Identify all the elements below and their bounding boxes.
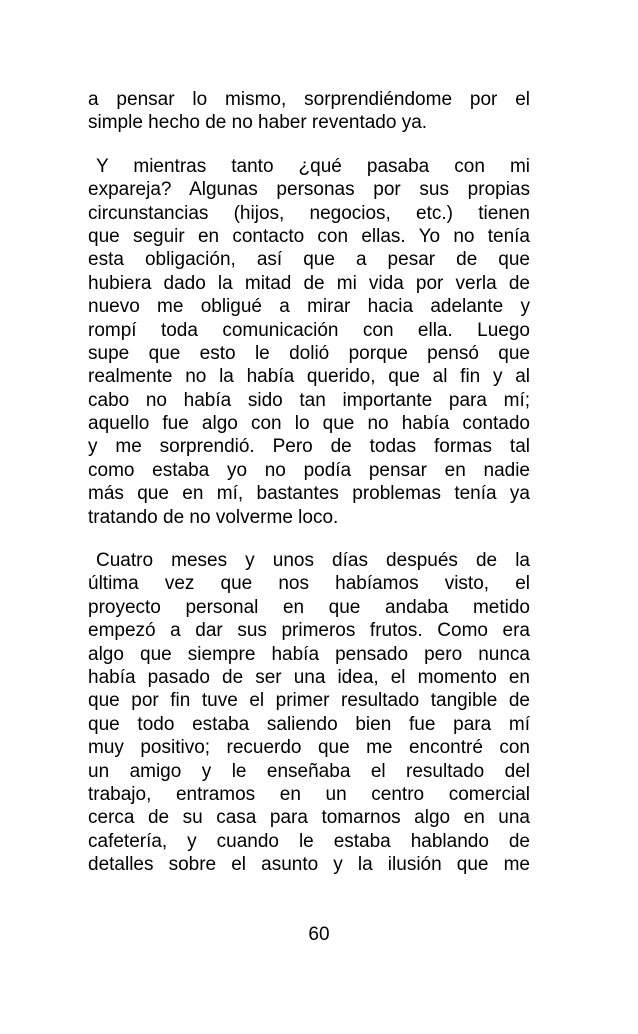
text-line: había pasado de ser una idea, el momento en <box>88 666 530 688</box>
text-line: tratando de no volverme loco. <box>88 506 339 528</box>
text-line: detalles sobre el asunto y la ilusión que me <box>88 854 530 876</box>
text-line: Y mientras tanto ¿qué pasaba con mi <box>96 155 530 177</box>
paragraph <box>88 88 530 135</box>
paragraph-gap <box>88 135 530 155</box>
text-line: simple hecho de no haber reventado ya. <box>88 112 428 134</box>
text-line: supe que esto le dolió porque pensó que <box>88 342 530 364</box>
text-line: que todo estaba saliendo bien fue para mí <box>88 713 530 735</box>
text-line: circunstancias (hijos, negocios, etc.) tienen <box>88 202 530 224</box>
text-line: como estaba yo no podía pensar en nadie <box>88 459 530 481</box>
text-line: que seguir en contacto con ellas. Yo no tenía <box>88 225 530 247</box>
text-line: cabo no había sido tan importante para mí; <box>88 389 530 411</box>
text-line: y me sorprendió. Pero de todas formas tal <box>88 436 530 458</box>
text-line: muy positivo; recuerdo que me encontré con <box>88 737 530 759</box>
text-line: última vez que nos habíamos visto, el <box>88 573 530 595</box>
text-line: a pensar lo mismo, sorprendiéndome por el <box>88 89 530 110</box>
text-line: un amigo y le enseñaba el resultado del <box>88 760 530 782</box>
page-body <box>88 88 530 877</box>
text-line: empezó a dar sus primeros frutos. Como era <box>88 620 530 642</box>
text-line: realmente no la había querido, que al fin y al <box>88 366 530 388</box>
text-line: que por fin tuve el primer resultado tangible de <box>88 690 530 712</box>
paragraph-gap <box>88 529 530 549</box>
text-line: expareja? Algunas personas por sus propias <box>88 179 530 201</box>
text-line: rompí toda comunicación con ella. Luego <box>88 319 530 341</box>
text-line: esta obligación, así que a pesar de que <box>88 249 530 271</box>
text-line: nuevo me obligué a mirar hacia adelante y <box>88 296 530 318</box>
text-line: hubiera dado la mitad de mi vida por verla de <box>88 272 530 294</box>
paragraph <box>88 155 530 529</box>
text-line: proyecto personal en que andaba metido <box>88 596 530 618</box>
text-line: más que en mí, bastantes problemas tenía ya <box>88 483 530 505</box>
text-line: algo que siempre había pensado pero nunca <box>88 643 530 665</box>
text-line: aquello fue algo con lo que no había contado <box>88 413 530 435</box>
text-line: cerca de su casa para tomarnos algo en una <box>88 807 530 829</box>
page-number: 60 <box>308 924 330 945</box>
text-line: Cuatro meses y unos días después de la <box>96 550 530 572</box>
text-line: trabajo, entramos en un centro comercial <box>88 783 530 805</box>
text-line: cafetería, y cuando le estaba hablando de <box>88 830 530 852</box>
paragraph <box>88 549 530 876</box>
